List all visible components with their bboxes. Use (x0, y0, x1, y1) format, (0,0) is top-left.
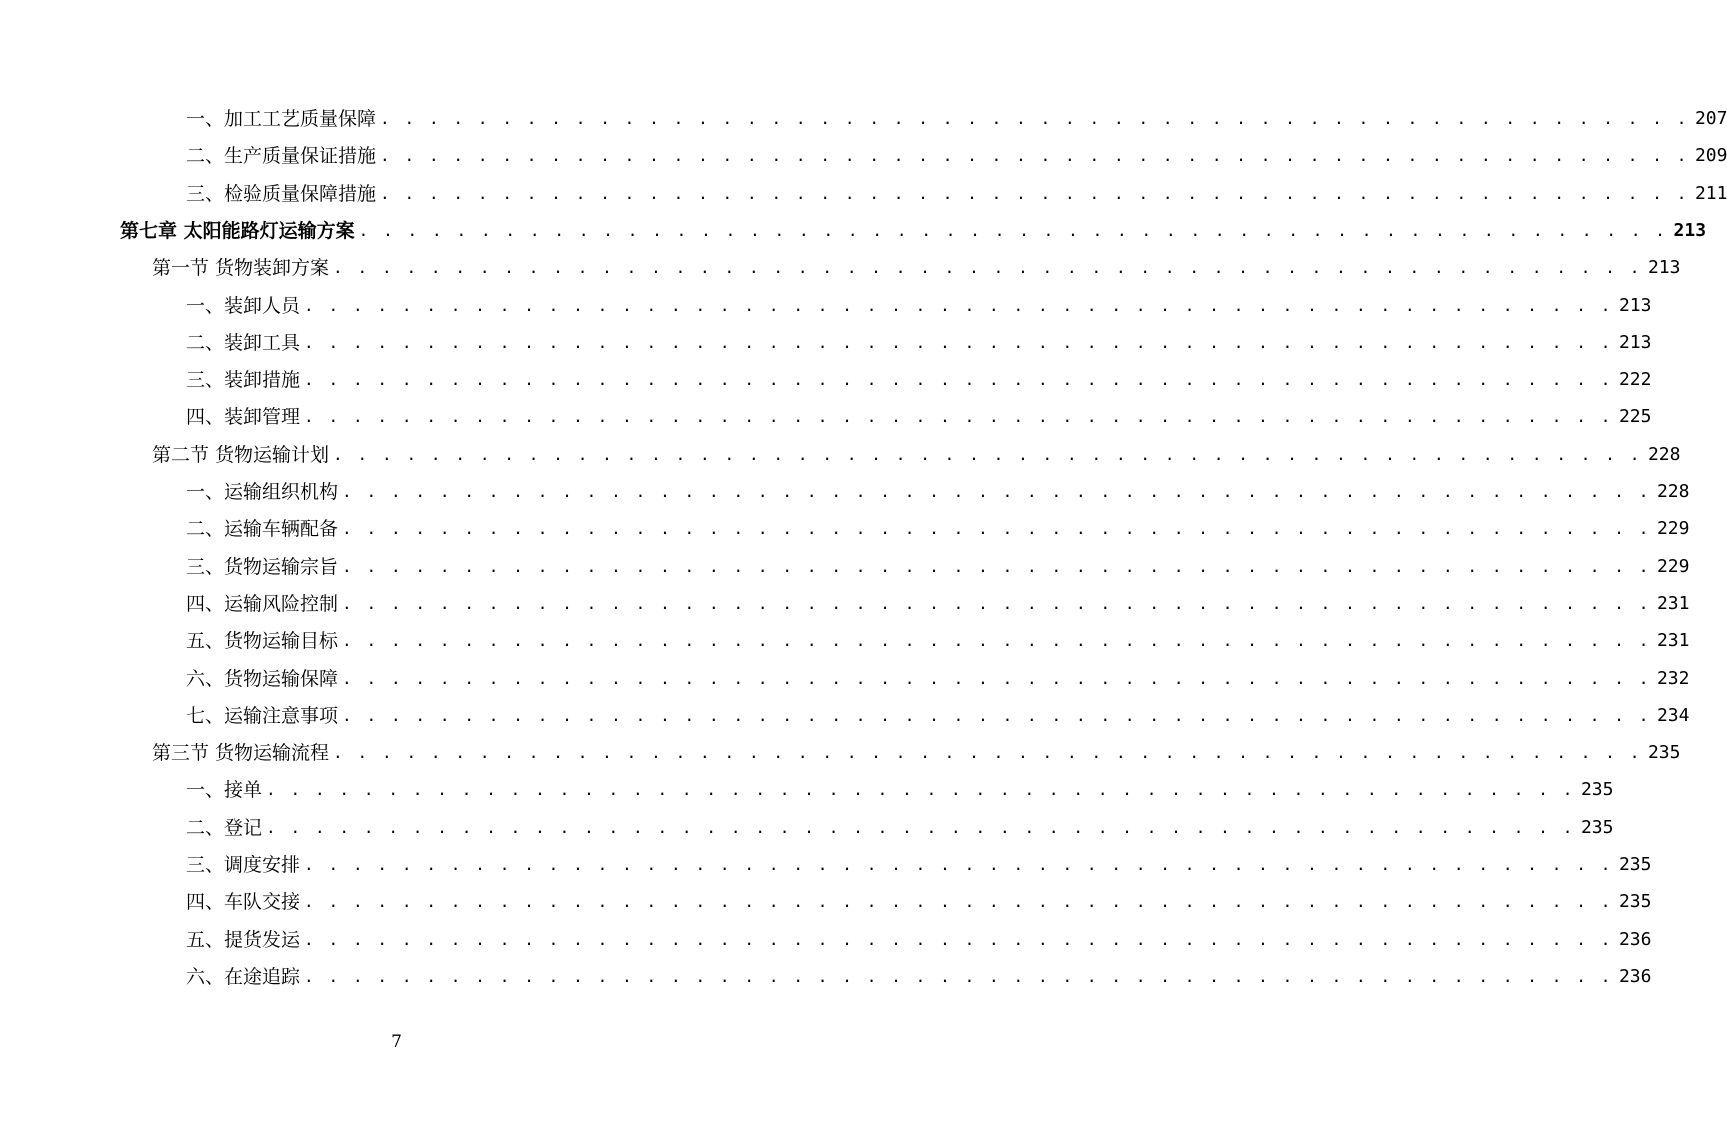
toc-entry-label: 五、货物运输目标 (186, 630, 339, 652)
toc-entry-label: 四、运输风险控制 (186, 593, 339, 615)
toc-entry-page-number: 235 (1618, 891, 1652, 912)
toc-section-entry[interactable] (152, 740, 1681, 766)
toc-entry-label: 五、提货发运 (186, 929, 301, 951)
toc-dot-leader: . . . . . . . . . . . . . . . . . . . . . . . . . . . . . . . . . . . . . . . . . . . . . . . . . . . . . . (358, 221, 1668, 240)
toc-subsection-entry[interactable] (186, 516, 1690, 542)
toc-subsection-entry[interactable] (186, 181, 1727, 207)
toc-entry-page-number: 228 (1656, 481, 1690, 502)
toc-entry-page-number: 222 (1618, 369, 1652, 390)
toc-entry-page-number: 225 (1618, 406, 1652, 427)
toc-subsection-entry[interactable] (186, 852, 1652, 878)
toc-entry-page-number: 236 (1618, 966, 1652, 987)
toc-subsection-entry[interactable] (186, 143, 1727, 169)
toc-dot-leader: . . . . . . . . . . . . . . . . . . . . . . . . . . . . . . . . . . . . . . . . . . . . . . . . . . . . . . (333, 445, 1642, 464)
toc-dot-leader: . . . . . . . . . . . . . . . . . . . . . . . . . . . . . . . . . . . . . . . . . . . . . . . . . . . . . . (304, 370, 1613, 389)
toc-dot-leader: . . . . . . . . . . . . . . . . . . . . . . . . . . . . . . . . . . . . . . . . . . . . . . . . . . . . . . (342, 706, 1651, 725)
toc-entry-page-number: 231 (1656, 593, 1690, 614)
toc-entry-page-number: 229 (1656, 556, 1690, 577)
toc-dot-leader: . . . . . . . . . . . . . . . . . . . . . . . . . . . . . . . . . . . . . . . . . . . . . . . . . . . . . . (380, 146, 1689, 165)
toc-entry-page-number: 213 (1618, 295, 1652, 316)
toc-dot-leader: . . . . . . . . . . . . . . . . . . . . . . . . . . . . . . . . . . . . . . . . . . . . . . . . . . . . . . (304, 333, 1613, 352)
toc-entry-label: 三、调度安排 (186, 854, 301, 876)
toc-entry-label: 二、装卸工具 (186, 332, 301, 354)
toc-entry-label: 一、加工工艺质量保障 (186, 108, 377, 130)
toc-dot-leader: . . . . . . . . . . . . . . . . . . . . . . . . . . . . . . . . . . . . . . . . . . . . . . . . . . . . . . (342, 482, 1651, 501)
toc-entry-page-number: 235 (1618, 854, 1652, 875)
toc-dot-leader: . . . . . . . . . . . . . . . . . . . . . . . . . . . . . . . . . . . . . . . . . . . . . . . . . . . . . . (380, 184, 1689, 203)
toc-entry-page-number: 213 (1647, 257, 1681, 278)
toc-entry-label: 二、运输车辆配备 (186, 518, 339, 540)
toc-dot-leader: . . . . . . . . . . . . . . . . . . . . . . . . . . . . . . . . . . . . . . . . . . . . . . . . . . . . . . (304, 967, 1613, 986)
toc-dot-leader: . . . . . . . . . . . . . . . . . . . . . . . . . . . . . . . . . . . . . . . . . . . . . . . . . . . . . . (266, 780, 1575, 799)
toc-entry-label: 第三节 货物运输流程 (152, 742, 330, 764)
toc-entry-label: 第七章 太阳能路灯运输方案 (120, 220, 355, 242)
toc-dot-leader: . . . . . . . . . . . . . . . . . . . . . . . . . . . . . . . . . . . . . . . . . . . . . . . . . . . . . . (333, 743, 1642, 762)
toc-subsection-entry[interactable] (186, 815, 1614, 841)
toc-dot-leader: . . . . . . . . . . . . . . . . . . . . . . . . . . . . . . . . . . . . . . . . . . . . . . . . . . . . . . (304, 296, 1613, 315)
toc-chapter-entry[interactable] (120, 218, 1707, 244)
toc-section-entry[interactable] (152, 442, 1681, 468)
toc-entry-page-number: 211 (1694, 183, 1727, 204)
toc-entry-label: 三、货物运输宗旨 (186, 556, 339, 578)
toc-entry-label: 三、装卸措施 (186, 369, 301, 391)
toc-entry-page-number: 213 (1673, 220, 1707, 241)
toc-entry-page-number: 236 (1618, 929, 1652, 950)
toc-subsection-entry[interactable] (186, 479, 1690, 505)
toc-subsection-entry[interactable] (186, 404, 1652, 430)
toc-subsection-entry[interactable] (186, 666, 1690, 692)
toc-entry-label: 二、登记 (186, 817, 263, 839)
toc-dot-leader: . . . . . . . . . . . . . . . . . . . . . . . . . . . . . . . . . . . . . . . . . . . . . . . . . . . . . . (304, 930, 1613, 949)
toc-subsection-entry[interactable] (186, 106, 1727, 132)
toc-dot-leader: . . . . . . . . . . . . . . . . . . . . . . . . . . . . . . . . . . . . . . . . . . . . . . . . . . . . . . (342, 594, 1651, 613)
toc-dot-leader: . . . . . . . . . . . . . . . . . . . . . . . . . . . . . . . . . . . . . . . . . . . . . . . . . . . . . . (304, 892, 1613, 911)
toc-subsection-entry[interactable] (186, 591, 1690, 617)
toc-entry-label: 第二节 货物运输计划 (152, 444, 330, 466)
toc-dot-leader: . . . . . . . . . . . . . . . . . . . . . . . . . . . . . . . . . . . . . . . . . . . . . . . . . . . . . . (333, 258, 1642, 277)
toc-subsection-entry[interactable] (186, 927, 1652, 953)
toc-subsection-entry[interactable] (186, 367, 1652, 393)
toc-subsection-entry[interactable] (186, 703, 1690, 729)
toc-entry-page-number: 207 (1694, 108, 1727, 129)
toc-dot-leader: . . . . . . . . . . . . . . . . . . . . . . . . . . . . . . . . . . . . . . . . . . . . . . . . . . . . . . (342, 669, 1651, 688)
toc-entry-label: 三、检验质量保障措施 (186, 183, 377, 205)
toc-entry-page-number: 229 (1656, 518, 1690, 539)
toc-entry-page-number: 228 (1647, 444, 1681, 465)
toc-subsection-entry[interactable] (186, 964, 1652, 990)
toc-dot-leader: . . . . . . . . . . . . . . . . . . . . . . . . . . . . . . . . . . . . . . . . . . . . . . . . . . . . . . (380, 109, 1689, 128)
toc-entry-page-number: 235 (1580, 817, 1614, 838)
toc-dot-leader: . . . . . . . . . . . . . . . . . . . . . . . . . . . . . . . . . . . . . . . . . . . . . . . . . . . . . . (304, 855, 1613, 874)
toc-entry-label: 六、在途追踪 (186, 966, 301, 988)
toc-entry-label: 一、装卸人员 (186, 295, 301, 317)
toc-entry-page-number: 235 (1580, 779, 1614, 800)
toc-entry-page-number: 213 (1618, 332, 1652, 353)
toc-entry-label: 六、货物运输保障 (186, 668, 339, 690)
page-number: 7 (391, 1032, 402, 1052)
toc-entry-label: 一、接单 (186, 779, 263, 801)
toc-entry-page-number: 235 (1647, 742, 1681, 763)
toc-entry-label: 七、运输注意事项 (186, 705, 339, 727)
toc-entry-label: 第一节 货物装卸方案 (152, 257, 330, 279)
toc-entry-page-number: 231 (1656, 630, 1690, 651)
toc-dot-leader: . . . . . . . . . . . . . . . . . . . . . . . . . . . . . . . . . . . . . . . . . . . . . . . . . . . . . . (342, 557, 1651, 576)
toc-subsection-entry[interactable] (186, 628, 1690, 654)
toc-entry-page-number: 232 (1656, 668, 1690, 689)
toc-entry-label: 一、运输组织机构 (186, 481, 339, 503)
toc-subsection-entry[interactable] (186, 293, 1652, 319)
toc-entry-label: 四、装卸管理 (186, 406, 301, 428)
toc-subsection-entry[interactable] (186, 330, 1652, 356)
toc-dot-leader: . . . . . . . . . . . . . . . . . . . . . . . . . . . . . . . . . . . . . . . . . . . . . . . . . . . . . . (342, 519, 1651, 538)
toc-subsection-entry[interactable] (186, 554, 1690, 580)
toc-dot-leader: . . . . . . . . . . . . . . . . . . . . . . . . . . . . . . . . . . . . . . . . . . . . . . . . . . . . . . (304, 407, 1613, 426)
toc-dot-leader: . . . . . . . . . . . . . . . . . . . . . . . . . . . . . . . . . . . . . . . . . . . . . . . . . . . . . . (342, 631, 1651, 650)
toc-entry-label: 二、生产质量保证措施 (186, 145, 377, 167)
toc-section-entry[interactable] (152, 255, 1681, 281)
toc-entry-page-number: 209 (1694, 145, 1727, 166)
toc-subsection-entry[interactable] (186, 889, 1652, 915)
toc-entry-page-number: 234 (1656, 705, 1690, 726)
toc-dot-leader: . . . . . . . . . . . . . . . . . . . . . . . . . . . . . . . . . . . . . . . . . . . . . . . . . . . . . . (266, 818, 1575, 837)
toc-entry-label: 四、车队交接 (186, 891, 301, 913)
toc-subsection-entry[interactable] (186, 777, 1614, 803)
